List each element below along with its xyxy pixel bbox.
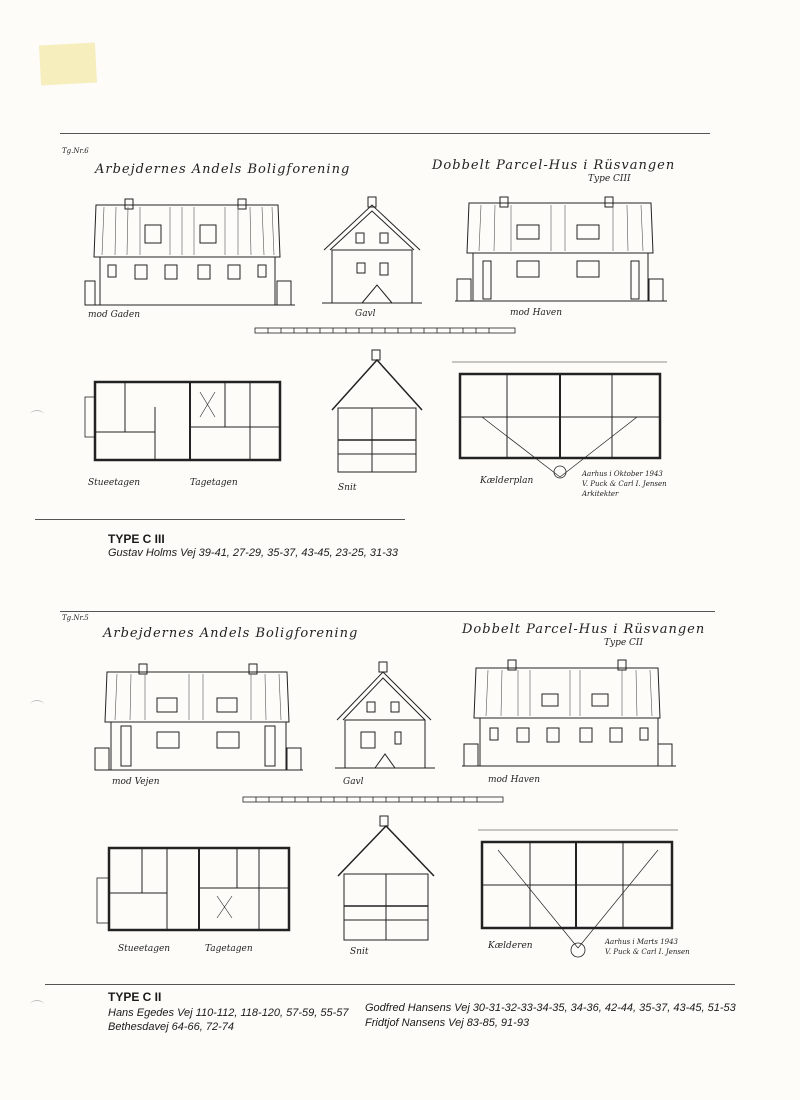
- cellar-plan-drawing: [452, 352, 674, 482]
- signature-role: Arkitekter: [582, 490, 619, 498]
- scale-bar: [243, 795, 508, 809]
- gable-elevation-drawing: [322, 195, 422, 307]
- front-elevation-label: mod Gaden: [88, 310, 141, 320]
- binder-hole: [30, 700, 44, 709]
- signature-date: Aarhus i Marts 1943: [605, 938, 679, 946]
- association-name: Arbejdernes Andels Boligforening: [95, 162, 351, 177]
- section-label: Snit: [350, 947, 369, 957]
- drawing-title: Dobbelt Parcel-Hus i Rüsvangen: [462, 622, 706, 637]
- upper-floor-label: Tagetagen: [190, 478, 238, 488]
- type-label: Type CIII: [588, 174, 631, 184]
- sheet-top-rule: [60, 133, 710, 134]
- address-caption-right-2: Fridtjof Nansens Vej 83-85, 91-93: [365, 1017, 530, 1029]
- binder-hole: [30, 410, 44, 419]
- address-caption-right-1: Godfred Hansens Vej 30-31-32-33-34-35, 34-36, 42-44, 35-37, 43-45, 51-53: [365, 1002, 736, 1014]
- garden-elevation-drawing: [455, 195, 670, 307]
- upper-floor-label: Tagetagen: [205, 944, 253, 954]
- caption-rule: [45, 984, 735, 985]
- type-caption: TYPE C II: [108, 990, 162, 1004]
- gable-label: Gavl: [355, 309, 376, 319]
- type-label: Type CII: [604, 638, 644, 648]
- cellar-plan-label: Kælderen: [488, 941, 533, 951]
- section-label: Snit: [338, 483, 357, 493]
- sticky-note: [39, 43, 97, 86]
- garden-elevation-drawing: [462, 660, 677, 772]
- signature-date: Aarhus i Oktober 1943: [582, 470, 663, 478]
- plate-number: Tg.Nr.5: [62, 614, 89, 622]
- front-elevation-drawing: [80, 195, 295, 310]
- association-name: Arbejdernes Andels Boligforening: [103, 626, 359, 641]
- caption-rule: [35, 519, 405, 520]
- signature-name: V. Puck & Carl I. Jensen: [582, 480, 667, 488]
- address-caption-left-2: Bethesdavej 64-66, 72-74: [108, 1021, 234, 1033]
- address-caption-left-1: Hans Egedes Vej 110-112, 118-120, 57-59, 55-57: [108, 1007, 349, 1019]
- section-drawing: [338, 816, 434, 946]
- address-caption: Gustav Holms Vej 39-41, 27-29, 35-37, 43-45, 23-25, 31-33: [108, 547, 399, 559]
- floor-plan-drawing: [85, 372, 285, 467]
- sheet-bottom-rule: [60, 611, 715, 612]
- plate-number: Tg.Nr.6: [62, 147, 89, 155]
- front-elevation-drawing: [95, 662, 305, 774]
- drawing-title: Dobbelt Parcel-Hus i Rüsvangen: [432, 158, 676, 173]
- gable-elevation-drawing: [335, 662, 435, 772]
- garden-elevation-label: mod Haven: [510, 308, 562, 318]
- gable-label: Gavl: [343, 777, 364, 787]
- section-drawing: [332, 350, 422, 480]
- ground-floor-label: Stueetagen: [118, 944, 171, 954]
- scale-bar: [255, 326, 520, 342]
- type-caption: TYPE C III: [108, 532, 165, 546]
- ground-floor-label: Stueetagen: [88, 478, 141, 488]
- floor-plan-drawing: [97, 838, 297, 938]
- cellar-plan-label: Kælderplan: [480, 476, 534, 486]
- signature-name: V. Puck & Carl I. Jensen: [605, 948, 690, 956]
- binder-hole: [30, 1000, 44, 1009]
- front-elevation-label: mod Vejen: [112, 777, 160, 787]
- garden-elevation-label: mod Haven: [488, 775, 540, 785]
